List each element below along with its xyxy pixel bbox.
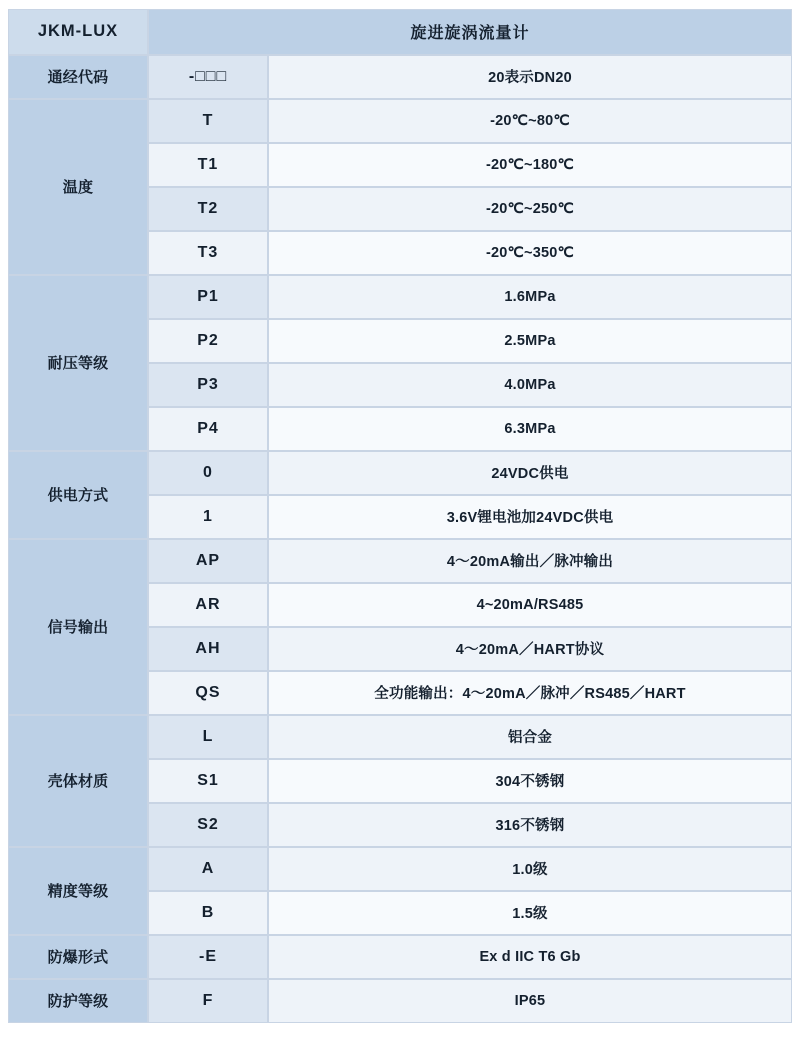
code-cell: T	[148, 99, 268, 143]
description-cell: 4~20mA/RS485	[268, 583, 792, 627]
category-cell: 壳体材质	[8, 715, 148, 847]
table-row	[8, 99, 792, 143]
table-row	[8, 55, 792, 99]
code-cell: P2	[148, 319, 268, 363]
table-row	[8, 539, 792, 583]
description-cell: 1.5级	[268, 891, 792, 935]
category-cell: 供电方式	[8, 451, 148, 539]
category-cell: 信号输出	[8, 539, 148, 715]
code-cell: 0	[148, 451, 268, 495]
code-cell: AR	[148, 583, 268, 627]
category-cell: 耐压等级	[8, 275, 148, 451]
category-cell: 防爆形式	[8, 935, 148, 979]
description-cell: 2.5MPa	[268, 319, 792, 363]
description-cell: -20℃~350℃	[268, 231, 792, 275]
table-row	[8, 935, 792, 979]
description-cell: 铝合金	[268, 715, 792, 759]
code-cell: AH	[148, 627, 268, 671]
category-cell: 精度等级	[8, 847, 148, 935]
code-cell: T2	[148, 187, 268, 231]
description-cell: 1.0级	[268, 847, 792, 891]
code-cell: QS	[148, 671, 268, 715]
code-cell: F	[148, 979, 268, 1023]
description-cell: 316不锈钢	[268, 803, 792, 847]
table-row	[8, 715, 792, 759]
table-row	[8, 451, 792, 495]
description-cell: -20℃~250℃	[268, 187, 792, 231]
code-cell: -□□□	[148, 55, 268, 99]
table-body	[8, 9, 792, 1023]
description-cell: 全功能输出：4～20mA／脉冲／RS485／HART	[268, 671, 792, 715]
code-cell: P4	[148, 407, 268, 451]
code-cell: S2	[148, 803, 268, 847]
description-cell: 1.6MPa	[268, 275, 792, 319]
description-cell: 4～20mA／HART协议	[268, 627, 792, 671]
description-cell: 3.6V锂电池加24VDC供电	[268, 495, 792, 539]
description-cell: 24VDC供电	[268, 451, 792, 495]
code-cell: S1	[148, 759, 268, 803]
description-cell: 6.3MPa	[268, 407, 792, 451]
description-cell: 20表示DN20	[268, 55, 792, 99]
code-cell: L	[148, 715, 268, 759]
specification-table	[7, 8, 792, 1023]
code-cell: A	[148, 847, 268, 891]
description-cell: 4～20mA输出／脉冲输出	[268, 539, 792, 583]
code-cell: -E	[148, 935, 268, 979]
description-cell: -20℃~180℃	[268, 143, 792, 187]
description-cell: 4.0MPa	[268, 363, 792, 407]
code-cell: P1	[148, 275, 268, 319]
table-row	[8, 275, 792, 319]
description-cell: -20℃~80℃	[268, 99, 792, 143]
category-cell: 温度	[8, 99, 148, 275]
category-cell: 通经代码	[8, 55, 148, 99]
code-cell: 1	[148, 495, 268, 539]
code-cell: T1	[148, 143, 268, 187]
code-cell: B	[148, 891, 268, 935]
category-cell: 防护等级	[8, 979, 148, 1023]
description-cell: IP65	[268, 979, 792, 1023]
description-cell: Ex d IIC T6 Gb	[268, 935, 792, 979]
description-cell: 304不锈钢	[268, 759, 792, 803]
code-cell: T3	[148, 231, 268, 275]
product-title-cell: 旋进旋涡流量计	[148, 9, 792, 55]
brand-cell: JKM-LUX	[8, 9, 148, 55]
table-row	[8, 847, 792, 891]
code-cell: AP	[148, 539, 268, 583]
table-row	[8, 979, 792, 1023]
table-header-row	[8, 9, 792, 55]
code-cell: P3	[148, 363, 268, 407]
